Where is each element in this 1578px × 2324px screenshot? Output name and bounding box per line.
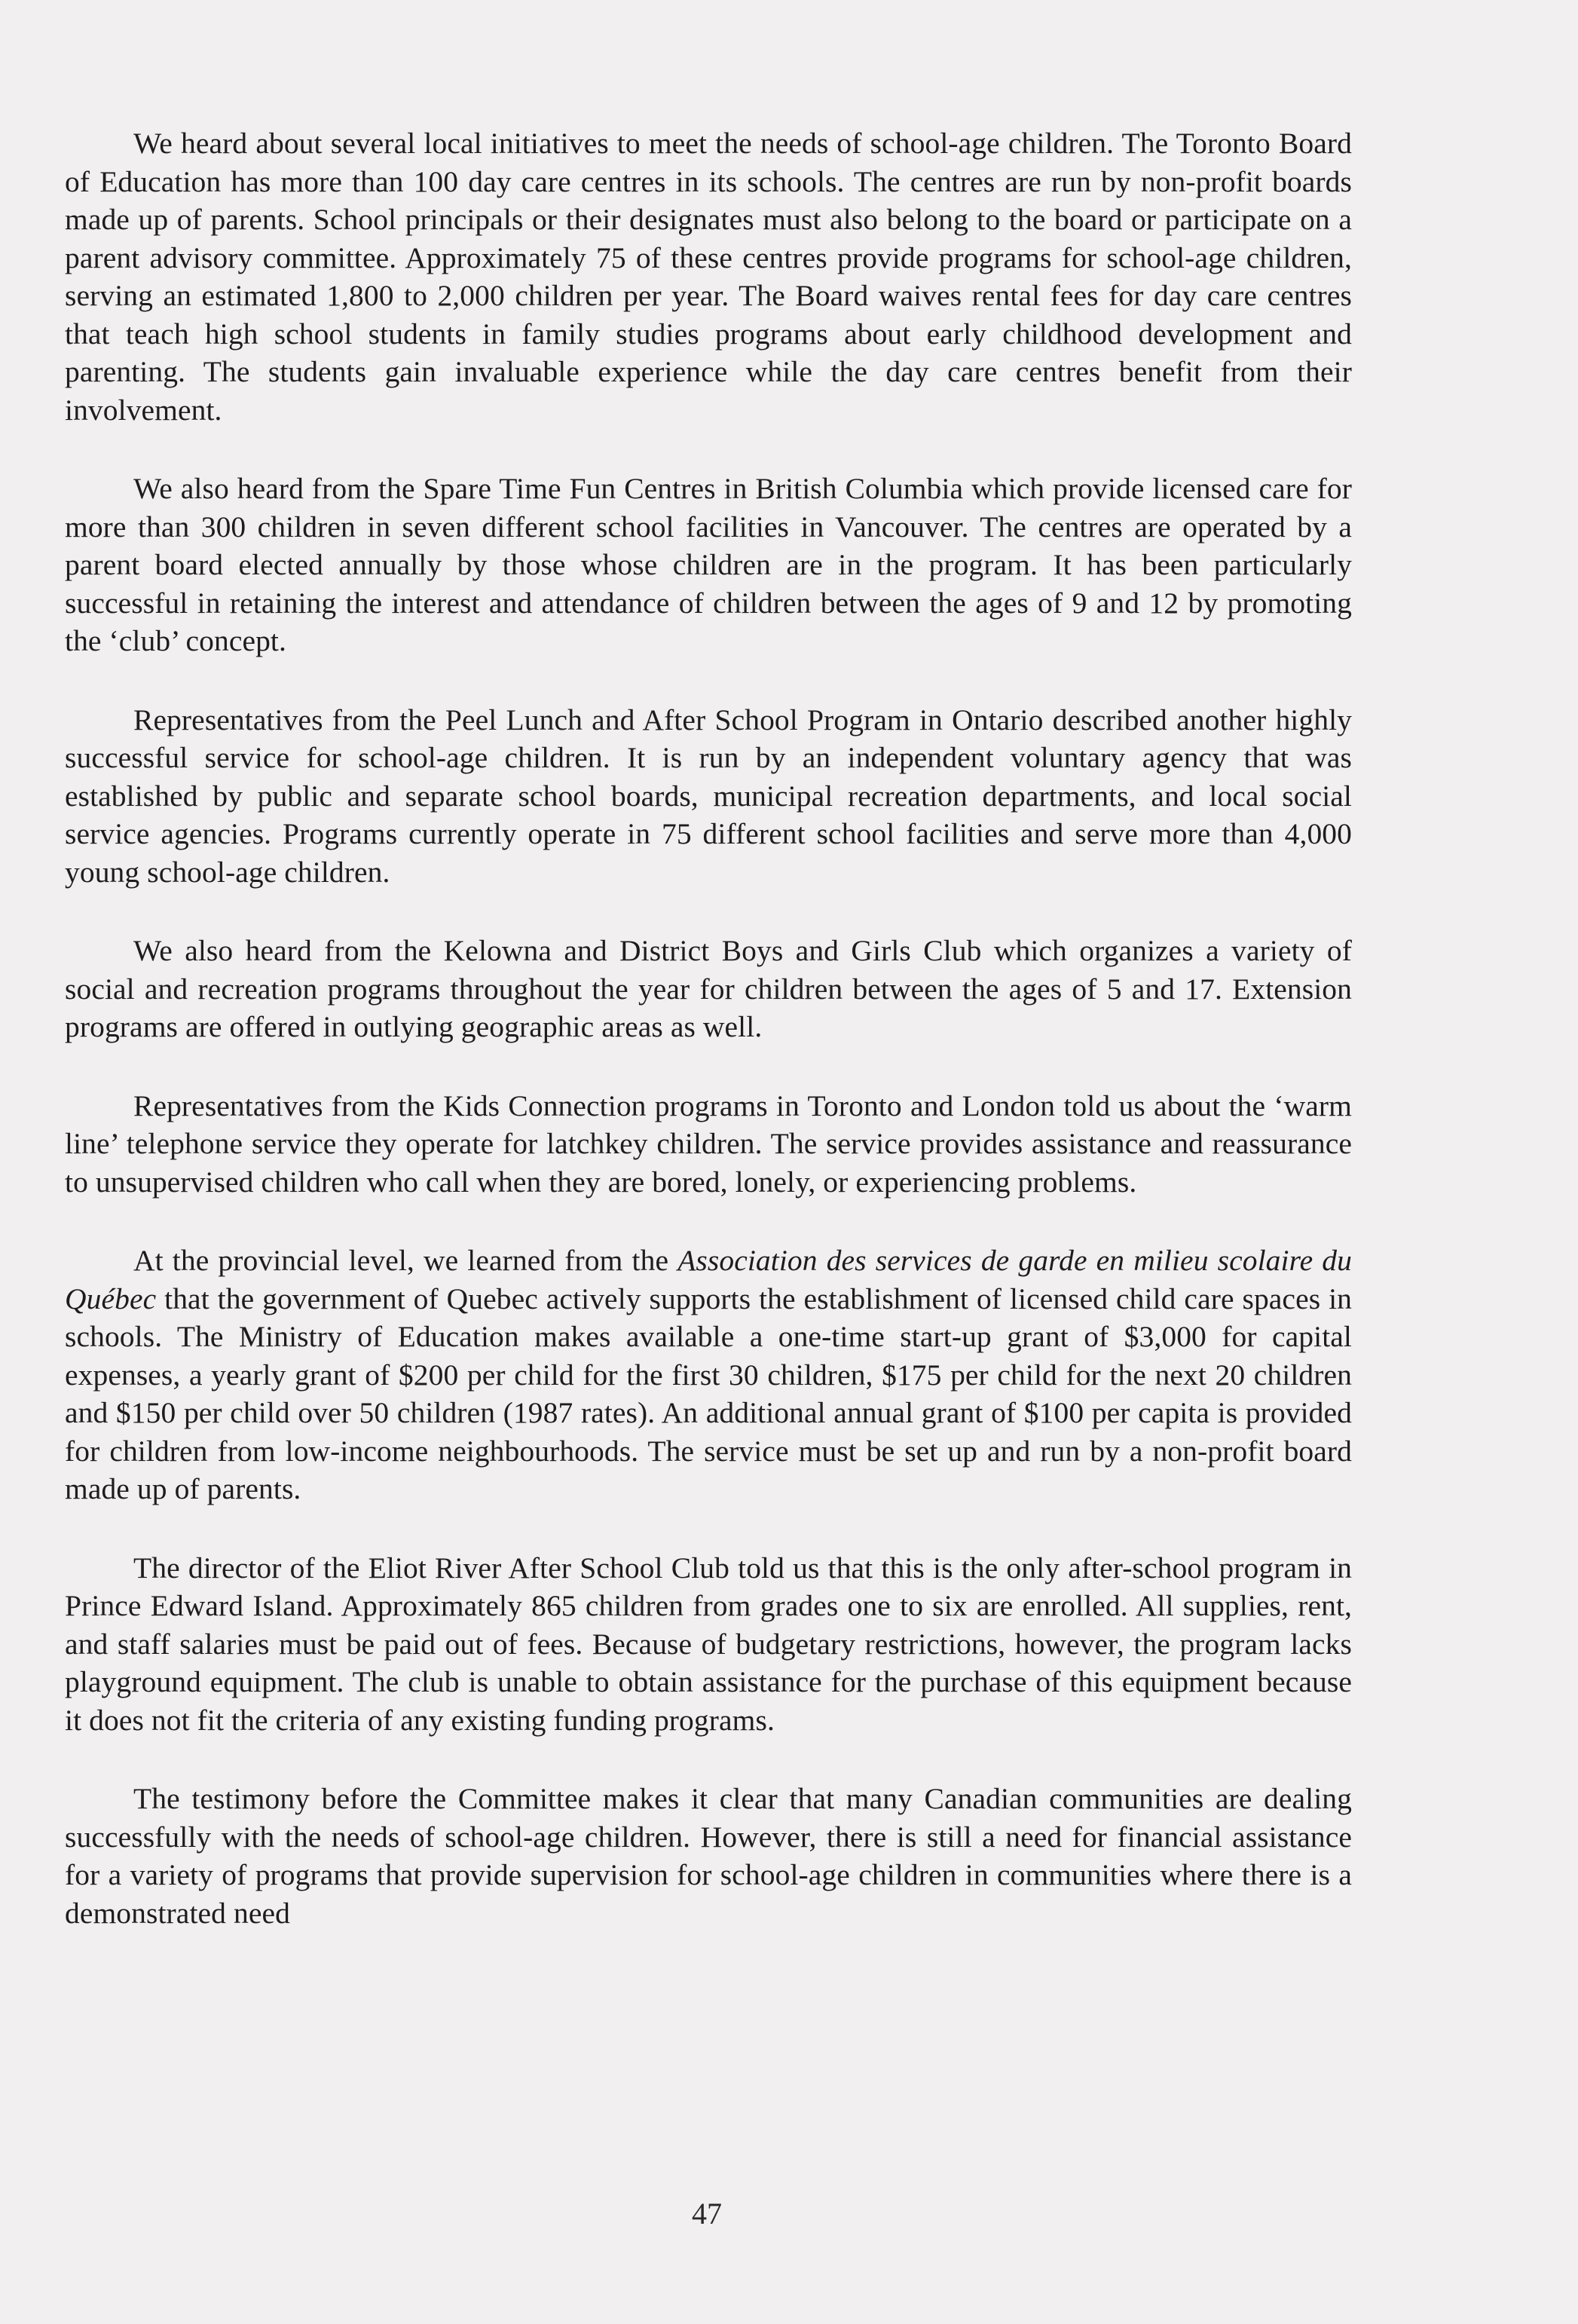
paragraph-text: The director of the Eliot River After School Club told us that this is the only after-school program in Prince Edward Island. Approximately 865 children from grades one to six are enrolled. All supplies, rent, and staff salaries must be paid out of fees. Because of budgetary restrictions, however, the program lacks playground equipment. The club is unable to obtain assistance for the purchase of this equipment because it does not fit the criteria of any existing funding programs.	[65, 1551, 1352, 1737]
paragraph-text: We heard about several local initiatives to meet the needs of school-age children. The Toronto Board of Education has more than 100 day care centres in its schools. The centres are run by non-profit boards made up of parents. School principals or their designates must also belong to the board or participate on a parent advisory committee. Approximately 75 of these centres provide programs for school-age children, serving an estimated 1,800 to 2,000 children per year. The Board waives rental fees for day care centres that teach high school students in family studies programs about early childhood development and parenting. The students gain invaluable experience while the day care centres benefit from their involvement.	[65, 127, 1352, 427]
paragraph-text: We also heard from the Kelowna and District Boys and Girls Club which organizes a variety of social and recreation programs throughout the year for children between the ages of 5 and 17. Extension programs are offered in outlying geographic areas as well.	[65, 934, 1352, 1043]
paragraph-kids-connection	[65, 1087, 1352, 1202]
paragraph-text: The testimony before the Committee makes it clear that many Canadian communities are dealing successfully with the needs of school-age children. However, there is still a need for financial assistance for a variety of programs that provide supervision for school-age children in communities where there is a demonstrated need	[65, 1782, 1352, 1930]
paragraph-testimony-conclusion	[65, 1780, 1352, 1932]
paragraph-text: Representatives from the Peel Lunch and After School Program in Ontario described another highly successful service for school-age children. It is run by an independent voluntary agency that was established by public and separate school boards, municipal recreation departments, and local social service agencies. Programs currently operate in 75 different school facilities and serve more than 4,000 young school-age children.	[65, 703, 1352, 889]
association-name-italic: Association des services de garde en milieu scolaire du Québec	[65, 1244, 1352, 1315]
paragraph-spare-time-fun-centres	[65, 470, 1352, 660]
paragraph-text: We also heard from the Spare Time Fun Centres in British Columbia which provide licensed care for more than 300 children in seven different school facilities in Vancouver. The centres are operated by a parent board elected annually by those whose children are in the program. It has been particularly successful in retaining the interest and attendance of children between the ages of 9 and 12 by promoting the ‘club’ concept.	[65, 472, 1352, 657]
page-number: 47	[692, 2197, 722, 2231]
paragraph-text: Representatives from the Kids Connection programs in Toronto and London told us about the ‘warm line’ telephone service they operate for latchkey children. The service provides assistance and reassurance to unsupervised children who call when they are bored, lonely, or experiencing problems.	[65, 1089, 1352, 1199]
paragraph-kelowna-club	[65, 932, 1352, 1046]
paragraph-eliot-river	[65, 1549, 1352, 1740]
document-body	[65, 124, 1352, 1973]
paragraph-toronto-board	[65, 124, 1352, 429]
paragraph-text: that the government of Quebec actively supports the establishment of licensed child care spaces in schools. The Ministry of Education makes available a one-time start-up grant of $3,000 for capital expenses, a yearly grant of $200 per child for the first 30 children, $175 per child for the next 20 children and $150 per child over 50 children (1987 rates). An additional annual grant of $100 per capita is provided for children from low-income neighbourhoods. The service must be set up and run by a non-profit board made up of parents.	[65, 1281, 1352, 1505]
paragraph-peel-lunch-program	[65, 701, 1352, 892]
paragraph-text: At the provincial level, we learned from the	[133, 1244, 678, 1277]
paragraph-quebec-provincial	[65, 1242, 1352, 1508]
